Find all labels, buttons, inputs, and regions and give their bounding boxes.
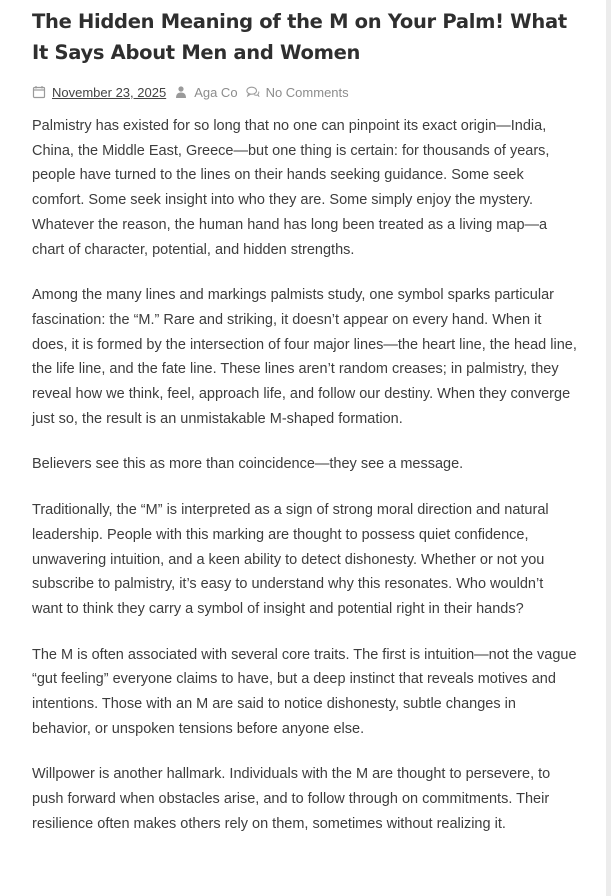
post-comments [246, 85, 349, 100]
paragraph: Traditionally, the “M” is interpreted as a sign of strong moral direction and natural leadership. People with this marking are thought to possess quiet confidence, unwavering intuition, and a keen ability to detect dishonesty. Whether or not you subscribe to palmistry, it’s easy to understand why this resonates. Who wouldn’t want to think they carry a symbol of insight and potential right in their hands? [32, 502, 549, 617]
post-content [32, 114, 577, 837]
post-author-name[interactable]: Aga Co [194, 84, 238, 100]
paragraph: The M is often associated with several core traits. The first is intuition—not the vague “gut feeling” everyone claims to have, but a deep instinct that reveals motives and intentions. Those with an M are said to notice dishonesty, subtle changes in behavior, or unspoken tensions before anyone else. [32, 646, 577, 737]
post-title: The Hidden Meaning of the M on Your Palm! What It Says About Men and Women [32, 10, 567, 64]
paragraph: Palmistry has existed for so long that no one can pinpoint its exact origin—India, China, the Middle East, Greece—but one thing is certain: for thousands of years, people have turned to the lines on their hands seeking guidance. Some seek comfort. Some seek insight into who they are. Some simply enjoy the mystery. Whatever the reason, the human hand has long been treated as a living map—a chart of character, potential, and hidden strengths. [32, 118, 550, 258]
page-edge-strip [606, 0, 611, 896]
paragraph: Believers see this as more than coincidence—they see a message. [32, 456, 464, 473]
article [32, 0, 577, 858]
post-meta [32, 83, 577, 101]
user-icon [174, 85, 188, 99]
paragraph: Willpower is another hallmark. Individuals with the M are thought to persevere, to push forward when obstacles arise, and to follow through on commitments. Their resilience often makes others rely on them, sometimes without realizing it. [32, 766, 551, 832]
post-date [32, 85, 166, 100]
post-author [174, 85, 237, 100]
calendar-icon [32, 85, 46, 99]
post-comments-link[interactable]: No Comments [265, 84, 349, 100]
paragraph: Among the many lines and markings palmists study, one symbol sparks particular fascination: the “M.” Rare and striking, it doesn’t appear on every hand. When it does, it is formed by the intersection of four major lines—the heart line, the head line, the life line, and the fate line. These lines aren’t random creases; in palmistry, they reveal how we think, feel, approach life, and follow our destiny. When they converge just so, the result is an unmistakable M-shaped formation. [32, 287, 577, 427]
comments-icon [246, 85, 260, 99]
post-date-link[interactable]: November 23, 2025 [52, 84, 167, 100]
